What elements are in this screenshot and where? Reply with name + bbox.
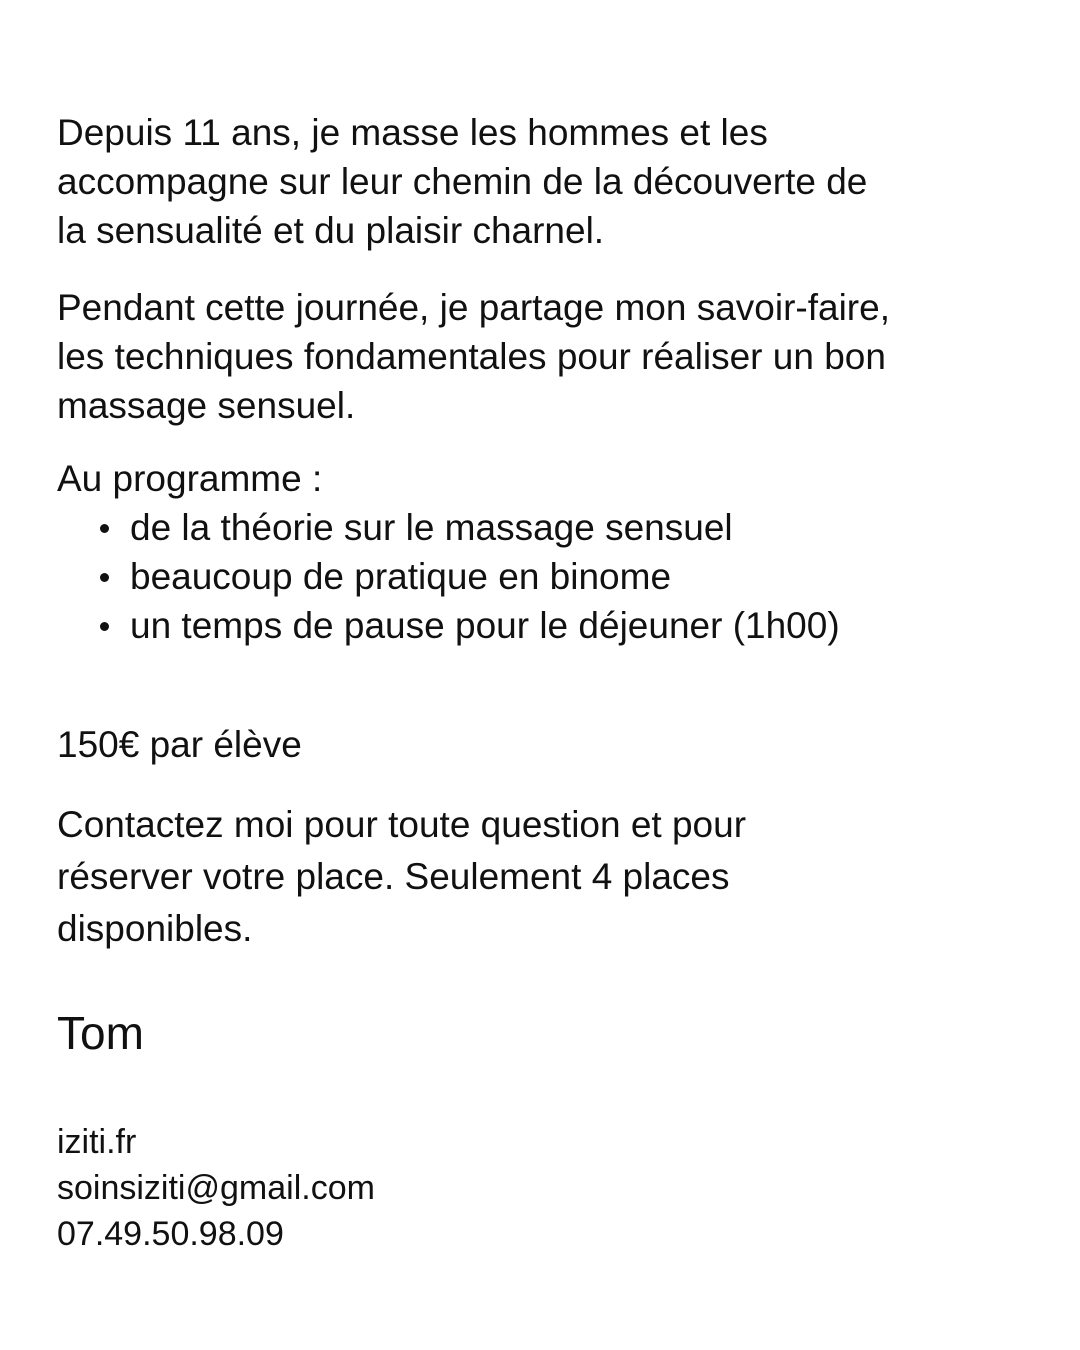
bullet-icon <box>100 622 109 631</box>
flyer-content <box>57 108 1037 1257</box>
programme-item <box>57 552 1037 601</box>
bullet-icon <box>100 524 109 533</box>
website-link[interactable]: iziti.fr <box>57 1123 137 1161</box>
programme-item-text: de la théorie sur le massage sensuel <box>130 507 733 548</box>
bullet-icon <box>100 573 109 582</box>
email-link[interactable]: soinsiziti@gmail.com <box>57 1169 375 1207</box>
programme-item-text: un temps de pause pour le déjeuner (1h00) <box>130 605 840 646</box>
programme-section <box>57 454 1037 650</box>
phone-link[interactable]: 07.49.50.98.09 <box>57 1215 284 1253</box>
programme-item-text: beaucoup de pratique en binome <box>130 556 672 597</box>
contact-paragraph: Contactez moi pour toute question et pour réserver votre place. Seulement 4 places disponibles. <box>57 804 747 949</box>
programme-list <box>57 503 1037 650</box>
programme-title: Au programme : <box>57 458 323 499</box>
programme-item <box>57 503 1037 552</box>
price-text: 150€ par élève <box>57 724 302 765</box>
signature: Tom <box>57 1007 144 1059</box>
programme-item <box>57 601 1037 650</box>
contact-footer <box>57 1119 1037 1257</box>
intro-paragraph: Depuis 11 ans, je masse les hommes et les accompagne sur leur chemin de la découverte de la sensualité et du plaisir charnel. <box>57 112 868 251</box>
journee-paragraph: Pendant cette journée, je partage mon savoir-faire, les techniques fondamentales pour réaliser un bon massage sensuel. <box>57 287 890 426</box>
